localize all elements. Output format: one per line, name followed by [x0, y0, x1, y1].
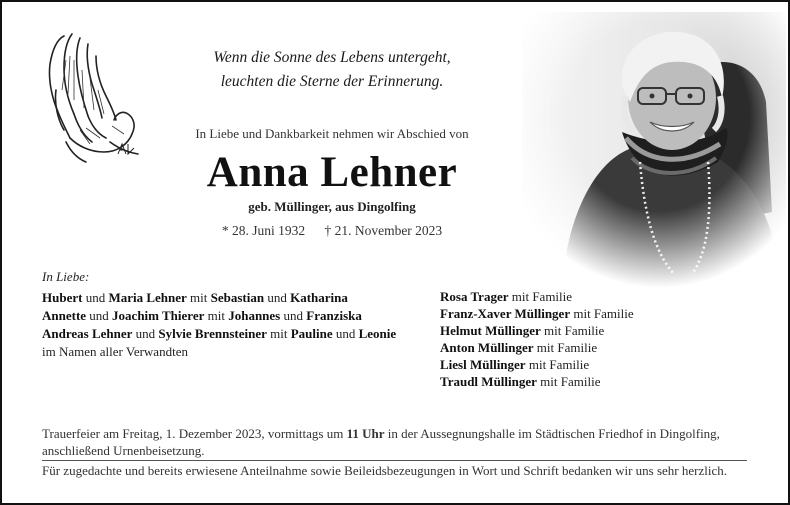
person-name: Leonie: [358, 326, 397, 341]
funeral-service-info: [42, 425, 752, 459]
portrait-photo: [522, 12, 786, 288]
memorial-verse: [202, 46, 462, 94]
deceased-name: Anna Lehner: [206, 149, 458, 196]
person-name: Franz-Xaver Müllinger: [440, 306, 571, 321]
connector-text: und: [132, 326, 159, 341]
death-date: † 21. November 2023: [324, 223, 443, 238]
service-text: Trauerfeier am Freitag, 1. Dezember 2023, vormittags um: [42, 426, 347, 441]
person-name: Maria Lehner: [108, 290, 187, 305]
mourners-heading: In Liebe:: [42, 269, 90, 284]
person-name: Pauline: [290, 326, 333, 341]
person-name: Franziska: [306, 308, 362, 323]
relative-line: [440, 356, 634, 373]
connector-text: mit Familie: [525, 357, 590, 372]
connector-text: mit Familie: [570, 306, 634, 321]
connector-text: und: [264, 290, 291, 305]
connector-text: mit Familie: [540, 323, 605, 338]
maiden-name-note: geb. Müllinger, aus Dingolfing: [248, 199, 416, 214]
divider: [42, 460, 747, 461]
thank-you-note: Für zugedachte und bereits erwiesene Anteilnahme sowie Beileidsbezeugungen in Wort und Schrift bedanken wir uns sehr herzlich.: [42, 463, 727, 478]
connector-text: mit: [266, 326, 291, 341]
connector-text: im Namen aller Verwandten: [42, 344, 188, 359]
relative-line: [440, 288, 634, 305]
service-text: in der Aussegnungshalle im Städtischen Friedhof in Dingolfing, anschließend Urnenbeisetzung.: [42, 426, 720, 458]
connector-text: mit: [204, 308, 229, 323]
person-name: Katharina: [290, 290, 348, 305]
connector-text: mit: [186, 290, 211, 305]
person-name: Helmut Müllinger: [440, 323, 541, 338]
connector-text: und: [332, 326, 359, 341]
verse-line: leuchten die Sterne der Erinnerung.: [220, 73, 444, 90]
family-line: [42, 343, 396, 361]
person-name: Rosa Trager: [440, 289, 509, 304]
person-name: Annette: [42, 308, 87, 323]
verse-line: Wenn die Sonne des Lebens untergeht,: [213, 49, 451, 66]
person-name: Sebastian: [210, 290, 265, 305]
life-dates: [152, 223, 512, 239]
person-name: Hubert: [42, 290, 83, 305]
service-time: 11 Uhr: [346, 426, 385, 441]
praying-hands-icon: [26, 30, 156, 170]
relative-line: [440, 339, 634, 356]
farewell-intro: In Liebe und Dankbarkeit nehmen wir Abschied von: [195, 126, 469, 141]
connector-text: mit Familie: [536, 374, 601, 389]
connector-text: und: [280, 308, 307, 323]
relative-line: [440, 305, 634, 322]
family-line: [42, 289, 396, 307]
connector-text: und: [82, 290, 109, 305]
person-name: Andreas Lehner: [42, 326, 133, 341]
relatives-list: [440, 288, 634, 390]
family-line: [42, 307, 396, 325]
person-name: Traudl Müllinger: [440, 374, 537, 389]
relative-line: [440, 322, 634, 339]
person-name: Johannes: [228, 308, 281, 323]
birth-date: * 28. Juni 1932: [221, 223, 306, 238]
connector-text: mit Familie: [508, 289, 573, 304]
person-name: Joachim Thierer: [112, 308, 205, 323]
connector-text: mit Familie: [533, 340, 598, 355]
person-name: Sylvie Brennsteiner: [158, 326, 267, 341]
family-line: [42, 325, 396, 343]
immediate-family-list: [42, 289, 396, 361]
connector-text: und: [86, 308, 113, 323]
relative-line: [440, 373, 634, 390]
person-name: Liesl Müllinger: [440, 357, 526, 372]
person-name: Anton Müllinger: [440, 340, 534, 355]
